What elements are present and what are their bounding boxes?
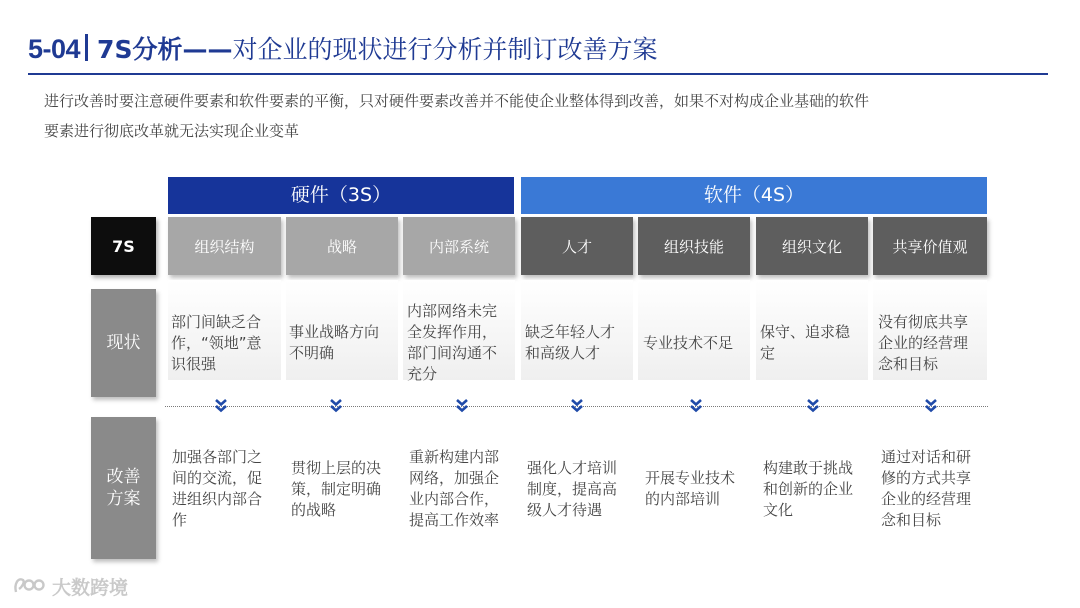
- title-underline: [28, 73, 1048, 75]
- element-header-systems: 内部系统: [403, 217, 515, 275]
- chevron-down-icon: [213, 398, 229, 414]
- brand-logo-icon: [12, 574, 46, 598]
- current-state-text: 缺乏年轻人才 和高级人才: [525, 323, 616, 362]
- chevron-down-icon: [328, 398, 344, 414]
- chevron-down-icon: [569, 398, 585, 414]
- intro-paragraph: [44, 86, 1044, 146]
- title-text: 对企业的现状进行分析并制订改善方案: [232, 35, 658, 64]
- title-divider: [85, 34, 88, 61]
- improvement-plan-label: [91, 417, 156, 559]
- seven-s-label: 7S: [91, 217, 156, 275]
- element-header-structure: 组织结构: [168, 217, 281, 275]
- element-header-skills: 组织技能: [638, 217, 750, 275]
- chevron-down-icon: [923, 398, 939, 414]
- current-state-text: 部门间缺乏合 作，“领地”意 识很强: [171, 312, 262, 373]
- improvement-plan-text: 加强各部门之 间的交流，促 进组织内部合 作: [172, 448, 263, 529]
- current-state-text: 保守、追求稳 定: [760, 323, 851, 362]
- hardware-group-header: 硬件（3S）: [168, 177, 514, 214]
- improvement-plan-text: 构建敢于挑战 和创新的企业 文化: [763, 458, 854, 519]
- intro-line: 要素进行彻底改革就无法实现企业变革: [44, 122, 300, 140]
- element-header-shared-values: 共享价值观: [873, 217, 987, 275]
- section-number: 5-04: [28, 34, 81, 64]
- current-state-text: 专业技术不足: [643, 333, 734, 352]
- page-title: [28, 30, 657, 70]
- current-state-text: 内部网络未完 全发挥作用， 部门间沟通不 充分: [407, 302, 498, 383]
- current-state-text: 事业战略方向 不明确: [289, 323, 380, 362]
- title-keyword: 7S分析: [97, 35, 183, 64]
- current-state-label: [91, 289, 156, 397]
- chevron-down-icon: [454, 398, 470, 414]
- improvement-plan-text: 开展专业技术 的内部培训: [645, 469, 736, 508]
- element-header-strategy: 战略: [286, 217, 398, 275]
- element-header-staff: 人才: [521, 217, 633, 275]
- intro-line: 进行改善时要注意硬件要素和软件要素的平衡，只对硬件要素改善并不能使企业整体得到改善，如果不对构成企业基础的软件: [44, 92, 870, 110]
- watermark-text: 大数跨境: [52, 576, 129, 599]
- improvement-plan-text: 贯彻上层的决 策，制定明确 的战略: [291, 458, 382, 519]
- chevron-down-icon: [805, 398, 821, 414]
- chevron-down-icon: [688, 398, 704, 414]
- plan-label-line: 方案: [106, 489, 141, 509]
- software-group-header: 软件（4S）: [521, 177, 987, 214]
- element-header-style: 组织文化: [756, 217, 868, 275]
- plan-label-line: 改善: [106, 467, 141, 487]
- title-dash: ——: [182, 35, 233, 64]
- improvement-plan-text: 通过对话和研 修的方式共享 企业的经营理 念和目标: [881, 448, 972, 529]
- improvement-plan-text: 重新构建内部 网络，加强企 业内部合作， 提高工作效率: [409, 448, 500, 529]
- improvement-plan-text: 强化人才培训 制度，提高高 级人才待遇: [527, 458, 618, 519]
- current-state-text: 没有彻底共享 企业的经营理 念和目标: [878, 312, 969, 373]
- watermark: [12, 571, 128, 601]
- current-state-label-text: 现状: [106, 333, 141, 353]
